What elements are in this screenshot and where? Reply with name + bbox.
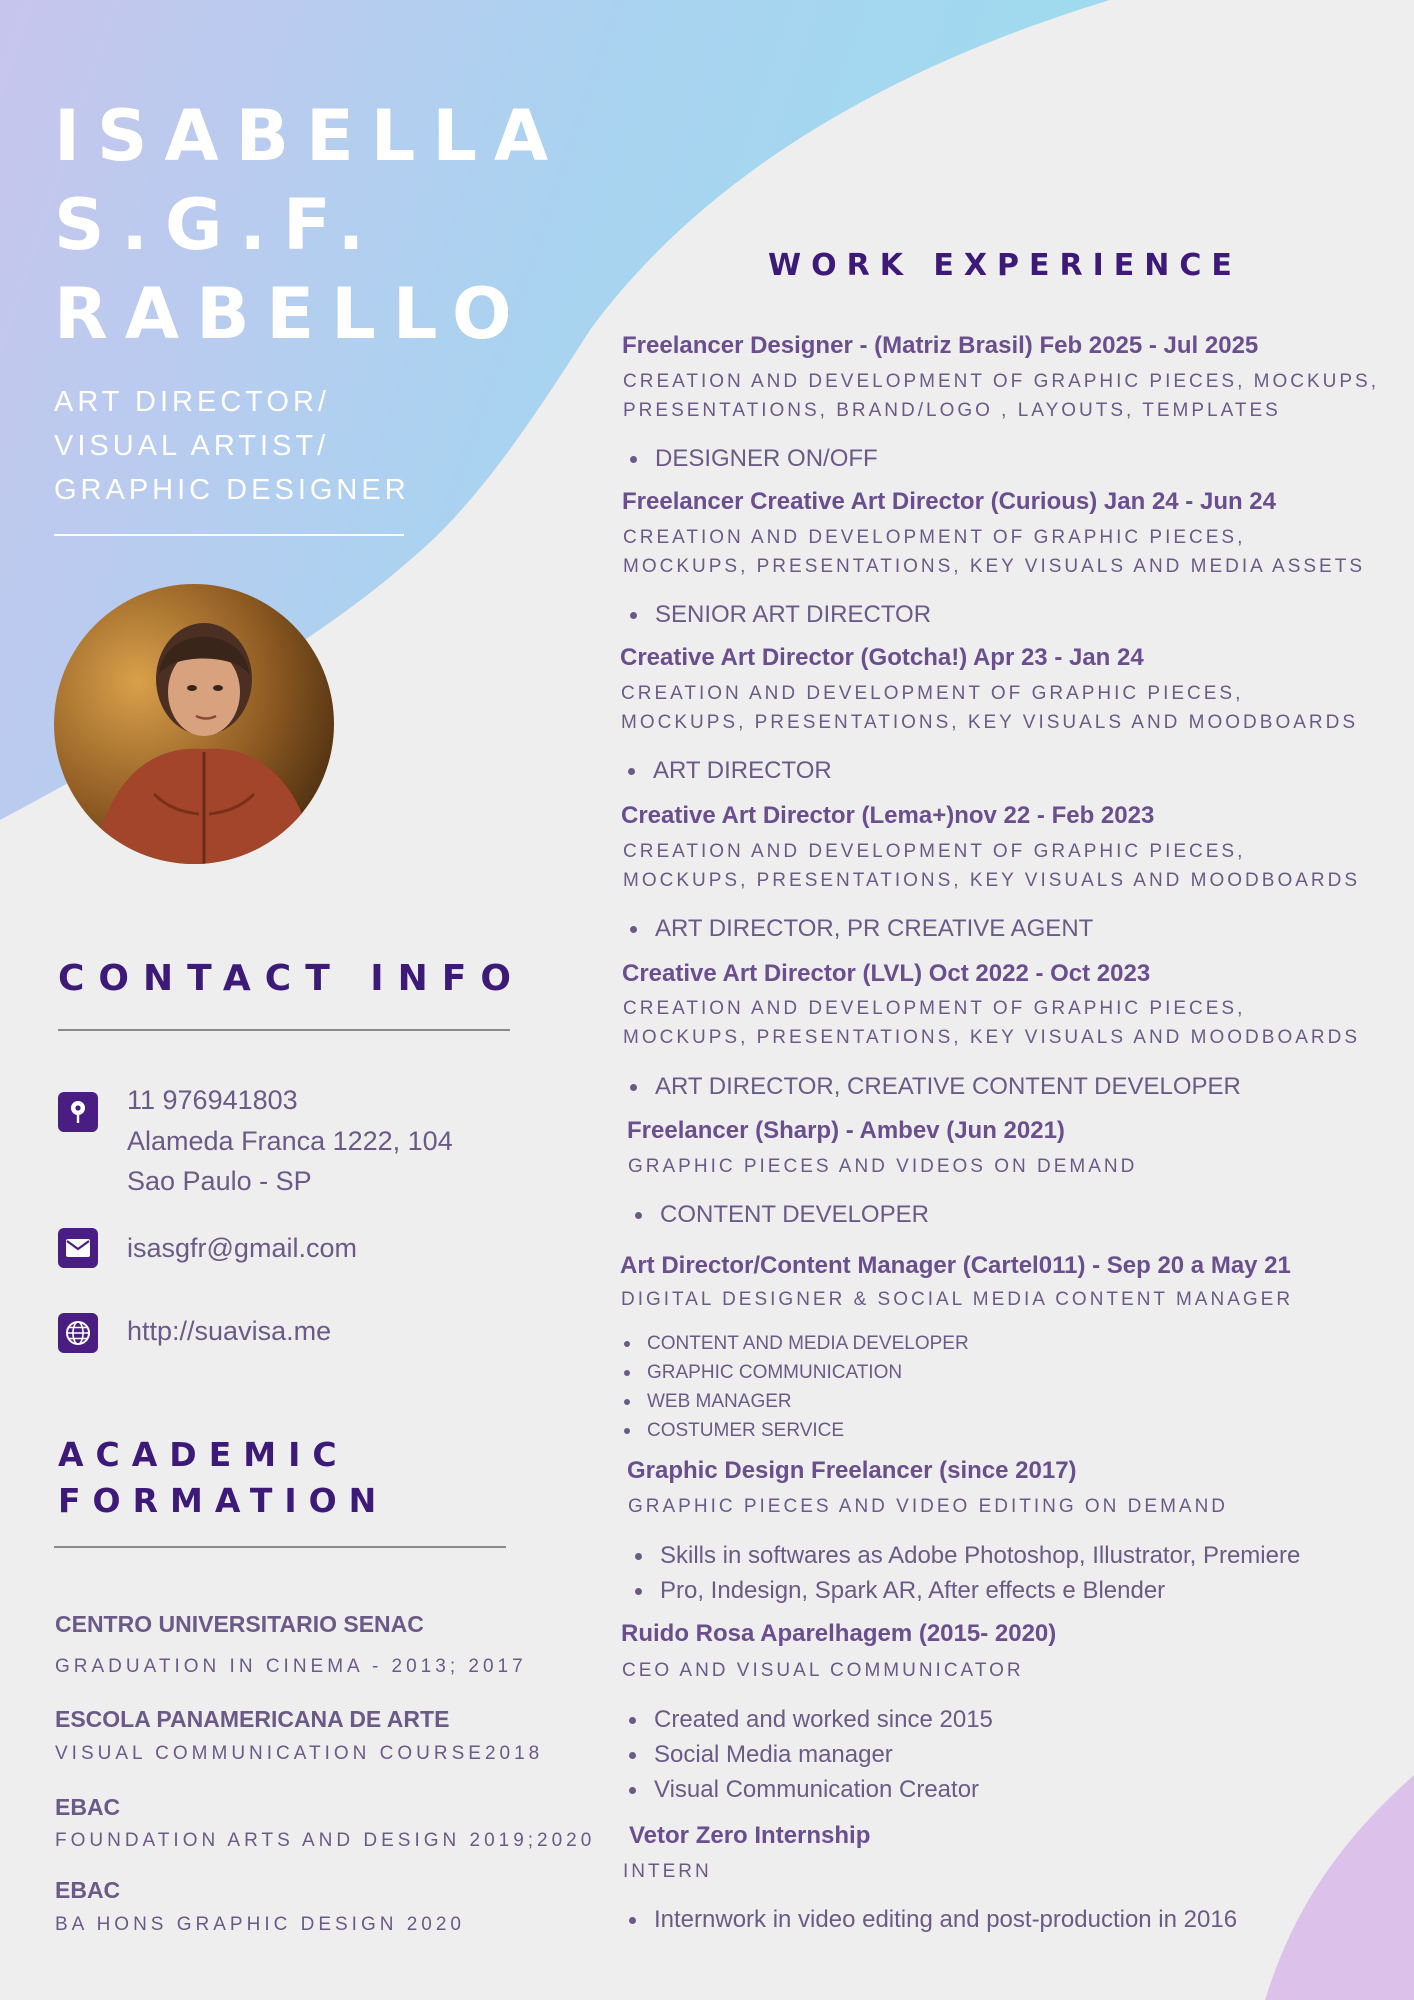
job-description-line: CREATION AND DEVELOPMENT OF GRAPHIC PIECES, [623,841,1246,862]
job-description-line: CREATION AND DEVELOPMENT OF GRAPHIC PIECES, MOCKUPS, [623,371,1380,392]
bullet-item: SENIOR ART DIRECTOR [623,597,931,632]
job-bullets [628,1538,1300,1608]
location-icon [58,1092,98,1132]
job-bullets [623,1069,1241,1104]
job-description-line: CREATION AND DEVELOPMENT OF GRAPHIC PIECES, [623,527,1246,548]
job-title: Graphic Design Freelancer (since 2017) [627,1457,1077,1484]
academic-title-line: FORMATION [58,1481,389,1520]
bullet-item: GRAPHIC COMMUNICATION [621,1358,969,1387]
bullet-item: Created and worked since 2015 [622,1702,993,1737]
job-bullets [622,1902,1237,1937]
job-description-line: DIGITAL DESIGNER & SOCIAL MEDIA CONTENT MANAGER [621,1289,1294,1310]
header-divider [54,534,404,536]
job-description [623,994,1360,1052]
education-detail: GRADUATION IN CINEMA - 2013; 2017 [55,1656,527,1677]
job-description-line: MOCKUPS, PRESENTATIONS, KEY VISUALS AND MEDIA ASSETS [623,556,1365,577]
corner-blob [1265,1775,1414,2000]
email-icon [58,1228,98,1268]
job-bullets [622,1702,993,1807]
contact-address-line2: Sao Paulo - SP [127,1166,312,1196]
profile-photo [54,584,334,864]
job-bullets [623,441,878,476]
job-description-line: MOCKUPS, PRESENTATIONS, KEY VISUALS AND MOODBOARDS [623,1027,1361,1048]
job-description [623,1857,712,1886]
academic-formation-title [58,1432,388,1524]
job-bullets [623,597,931,632]
name-line: RABELLO [54,273,529,355]
bullet-item: Internwork in video editing and post-production in 2016 [622,1902,1237,1937]
bullet-item: ART DIRECTOR [621,753,832,788]
bullet-item: ART DIRECTOR, PR CREATIVE AGENT [623,911,1093,946]
job-description [623,837,1360,895]
education-school: EBAC [55,1877,121,1903]
job-title: Freelancer Creative Art Director (Curious) Jan 24 - Jun 24 [622,488,1276,515]
job-description-line: CREATION AND DEVELOPMENT OF GRAPHIC PIECES, [621,683,1244,704]
job-title: Creative Art Director (Gotcha!) Apr 23 - Jan 24 [620,644,1144,671]
contact-phone: 11 976941803 [127,1085,298,1115]
role-line: ART DIRECTOR/ [54,386,330,418]
job-bullets [621,753,832,788]
job-title: Creative Art Director (Lema+)nov 22 - Feb 2023 [621,802,1155,829]
job-title: Freelancer Designer - (Matriz Brasil) Feb 2025 - Jul 2025 [622,332,1259,359]
education-detail: VISUAL COMMUNICATION COURSE2018 [55,1743,544,1764]
job-description-line: GRAPHIC PIECES AND VIDEO EDITING ON DEMAND [628,1496,1229,1517]
bullet-item: DESIGNER ON/OFF [623,441,878,476]
job-roles [54,380,410,512]
job-description [628,1492,1228,1521]
academic-divider [54,1546,506,1548]
name-line: ISABELLA [54,95,566,177]
work-experience-title: WORK EXPERIENCE [768,248,1242,283]
job-description-line: MOCKUPS, PRESENTATIONS, KEY VISUALS AND MOODBOARDS [621,712,1359,733]
education-detail: BA HONS GRAPHIC DESIGN 2020 [55,1914,465,1935]
education-detail: FOUNDATION ARTS AND DESIGN 2019;2020 [55,1830,596,1851]
job-bullets [621,1329,969,1445]
bullet-item: CONTENT DEVELOPER [628,1197,929,1232]
job-bullets [628,1197,929,1232]
job-description [622,1656,1024,1685]
job-description-line: GRAPHIC PIECES AND VIDEOS ON DEMAND [628,1156,1138,1177]
job-description [623,367,1379,425]
job-description-line: MOCKUPS, PRESENTATIONS, KEY VISUALS AND MOODBOARDS [623,870,1361,891]
job-description-line: CEO AND VISUAL COMMUNICATOR [622,1660,1024,1681]
job-description [623,523,1365,581]
education-school: EBAC [55,1794,121,1820]
contact-email[interactable]: isasgfr@gmail.com [127,1233,357,1263]
bullet-item: Visual Communication Creator [622,1772,993,1807]
role-line: VISUAL ARTIST/ [54,430,330,462]
job-title: Ruido Rosa Aparelhagem (2015- 2020) [621,1620,1057,1647]
job-description [621,679,1358,737]
job-description [628,1152,1137,1181]
role-line: GRAPHIC DESIGNER [54,474,410,506]
contact-divider [58,1029,510,1031]
bullet-item: CONTENT AND MEDIA DEVELOPER [621,1329,969,1358]
bullet-item: Social Media manager [622,1737,993,1772]
job-title: Creative Art Director (LVL) Oct 2022 - Oct 2023 [622,960,1151,987]
globe-icon [58,1313,98,1353]
education-school: CENTRO UNIVERSITARIO SENAC [55,1611,424,1637]
bullet-item: ART DIRECTOR, CREATIVE CONTENT DEVELOPER [623,1069,1241,1104]
job-title: Freelancer (Sharp) - Ambev (Jun 2021) [627,1117,1065,1144]
contact-info-title: CONTACT INFO [58,958,526,999]
full-name [54,92,565,359]
job-description-line: PRESENTATIONS, BRAND/LOGO , LAYOUTS, TEMPLATES [623,400,1281,421]
job-bullets [623,911,1093,946]
name-line: S.G.F. [54,184,382,266]
job-description-line: CREATION AND DEVELOPMENT OF GRAPHIC PIECES, [623,998,1246,1019]
bullet-item: WEB MANAGER [621,1387,969,1416]
job-description [621,1285,1293,1314]
job-title: Vetor Zero Internship [629,1822,871,1849]
job-title: Art Director/Content Manager (Cartel011) - Sep 20 a May 21 [620,1252,1291,1279]
education-school: ESCOLA PANAMERICANA DE ARTE [55,1706,450,1732]
bullet-item: COSTUMER SERVICE [621,1416,969,1445]
bullet-item: Pro, Indesign, Spark AR, After effects e Blender [628,1573,1300,1608]
bullet-item: Skills in softwares as Adobe Photoshop, Illustrator, Premiere [628,1538,1300,1573]
contact-website[interactable]: http://suavisa.me [127,1316,332,1346]
job-description-line: INTERN [623,1861,712,1882]
contact-address-line1: Alameda Franca 1222, 104 [127,1126,453,1156]
academic-title-line: ACADEMIC [58,1435,349,1474]
